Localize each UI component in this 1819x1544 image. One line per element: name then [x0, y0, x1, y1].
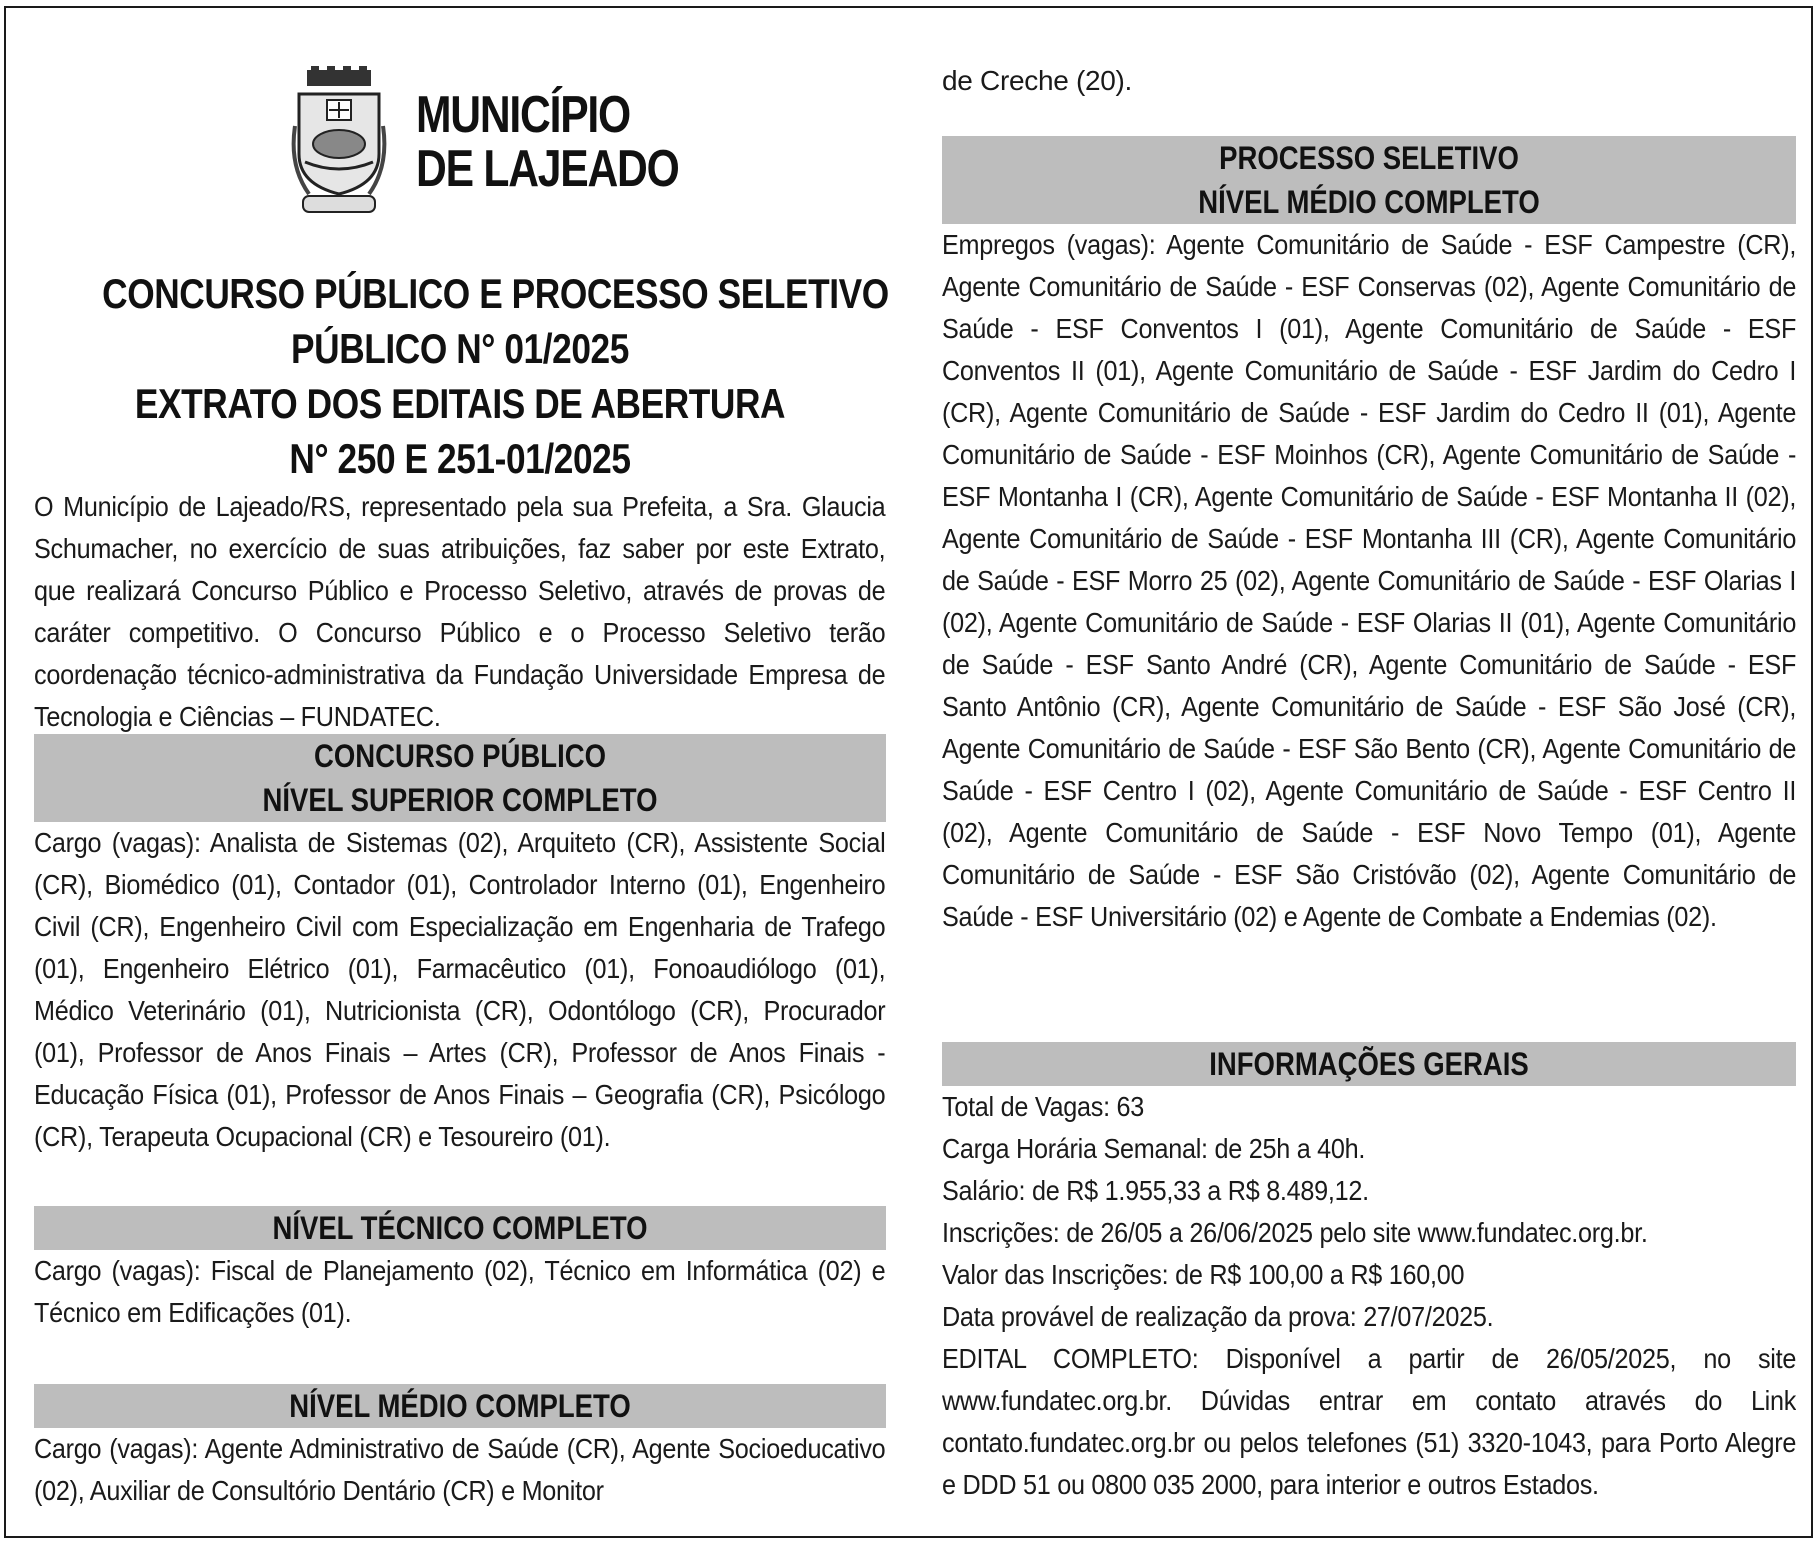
info-salario: Salário: de R$ 1.955,33 a R$ 8.489,12. [942, 1175, 1369, 1206]
concurso-heading-line2: NÍVEL SUPERIOR COMPLETO [262, 782, 658, 818]
info-heading [942, 1042, 1796, 1086]
processo-positions-text: Empregos (vagas): Agente Comunitário de Saúde - ESF Campestre (CR), Agente Comunitário de Saúde - ESF Conservas (02), Agente Comunitário de Saúde - ESF Conventos I (01), Agente Comunitário de Saúde - ESF Conventos II (01), Agente Comunitário de Saúde - ESF Jardim do Cedro I (CR), Agente Comunitário de Saúde - ESF Jardim do Cedro II (01), Agente Comunitário de Saúde - ESF Moinhos (CR), Agente Comunitário de Saúde - ESF Montanha I (CR), Agente Comunitário de Saúde - ESF Montanha II (02), Agente Comunitário de Saúde - ESF Montanha III (CR), Agente Comunitário de Saúde - ESF Morro 25 (02), Agente Comunitário de Saúde - ESF Olarias I (02), Agente Comunitário de Saúde - ESF Olarias II (01), Agente Comunitário de Saúde - ESF Santo André (CR), Agente Comunitário de Saúde - ESF Santo Antônio (CR), Agente Comunitário de Saúde - ESF São José (CR), Agente Comunitário de Saúde - ESF São Bento (CR), Agente Comunitário de Saúde - ESF Centro I (02), Agente Comunitário de Saúde - ESF Centro II (02), Agente Comunitário de Saúde - ESF Novo Tempo (01), Agente Comunitário de Saúde - ESF São Cristóvão (02), Agente Comunitário de Saúde - ESF Universitário (02) e Agente de Combate a Endemias (02). [942, 229, 1796, 932]
concurso-tecnico-block [34, 1206, 886, 1334]
medio-positions-text: Cargo (vagas): Agente Administrativo de Saúde (CR), Agente Socioeducativo (02), Auxiliar de Consultório Dentário (CR) e Monitor [34, 1433, 886, 1506]
superior-positions-text: Cargo (vagas): Analista de Sistemas (02), Arquiteto (CR), Assistente Social (CR), Biomédico (01), Contador (01), Controlador Interno (01), Engenheiro Civil (CR), Engenheiro Civil com Especialização em Engenharia de Trafego (01), Engenheiro Elétrico (01), Farmacêutico (01), Fonoaudiólogo (01), Médico Veterinário (01), Nutricionista (CR), Odontólogo (CR), Procurador (01), Professor de Anos Finais – Artes (CR), Professor de Anos Finais - Educação Física (01), Professor de Anos Finais – Geografia (CR), Psicólogo (CR), Terapeuta Ocupacional (CR) e Tesoureiro (01). [34, 827, 886, 1152]
info-carga-horaria: Carga Horária Semanal: de 25h a 40h. [942, 1133, 1366, 1164]
info-data-prova: Data provável de realização da prova: 27/07/2025. [942, 1301, 1494, 1332]
title-line2: PÚBLICO N° 01/2025 [291, 325, 629, 372]
right-column [942, 8, 1796, 1536]
notice-title [34, 266, 889, 486]
title-line1: CONCURSO PÚBLICO E PROCESSO SELETIVO [102, 270, 889, 317]
tecnico-positions-text: Cargo (vagas): Fiscal de Planejamento (02), Técnico em Informática (02) e Técnico em Edificações (01). [34, 1255, 886, 1328]
notice-page [4, 6, 1813, 1538]
concurso-superior-block [34, 734, 886, 1158]
info-edital-completo: EDITAL COMPLETO: Disponível a partir de 26/05/2025, no site www.fundatec.org.br. Dúvidas entrar em contato através do Link contato.fundatec.org.br ou pelos telefones (51) 3320-1043, para Porto Alegre e DDD 51 ou 0800 035 2000, para interior e outros Estados. [942, 1343, 1796, 1500]
intro-paragraph: O Município de Lajeado/RS, representado pela sua Prefeita, a Sra. Glaucia Schumacher, no exercício de suas atribuições, faz saber por este Extrato, que realizará Concurso Público e Processo Seletivo, através de provas de caráter competitivo. O Concurso Público e o Processo Seletivo terão coordenação técnico-administrativa da Fundação Universidade Empresa de Tecnologia e Ciências – FUNDATEC. [34, 491, 886, 732]
title-line3: EXTRATO DOS EDITAIS DE ABERTURA [134, 380, 786, 427]
concurso-heading [34, 734, 886, 822]
medio-heading [34, 1384, 886, 1428]
medio-continuation [942, 60, 1796, 102]
tecnico-heading [34, 1206, 886, 1250]
processo-heading-line1: PROCESSO SELETIVO [1219, 140, 1519, 176]
processo-heading-line2: NÍVEL MÉDIO COMPLETO [1198, 184, 1540, 220]
info-valor-inscricoes: Valor das Inscrições: de R$ 100,00 a R$ 160,00 [942, 1259, 1465, 1290]
tecnico-heading-text: NÍVEL TÉCNICO COMPLETO [272, 1210, 648, 1246]
info-heading-text: INFORMAÇÕES GERAIS [1209, 1046, 1529, 1082]
intro-block [34, 486, 886, 738]
medio-positions-continued: de Creche (20). [942, 65, 1133, 96]
concurso-medio-block [34, 1384, 886, 1512]
info-block [942, 1042, 1796, 1506]
medio-heading-text: NÍVEL MÉDIO COMPLETO [289, 1388, 631, 1424]
processo-heading [942, 136, 1796, 224]
municipality-line2: DE LAJEADO [416, 140, 679, 198]
info-inscricoes: Inscrições: de 26/05 a 26/06/2025 pelo site www.fundatec.org.br. [942, 1217, 1648, 1248]
processo-block [942, 136, 1796, 938]
municipality-name [416, 88, 679, 196]
info-total-vagas: Total de Vagas: 63 [942, 1091, 1145, 1122]
municipal-crest-icon [289, 66, 389, 216]
title-line4: N° 250 E 251-01/2025 [289, 435, 631, 482]
concurso-heading-line1: CONCURSO PÚBLICO [313, 738, 607, 774]
left-column [34, 8, 889, 1536]
municipality-line1: MUNICÍPIO [416, 86, 630, 144]
